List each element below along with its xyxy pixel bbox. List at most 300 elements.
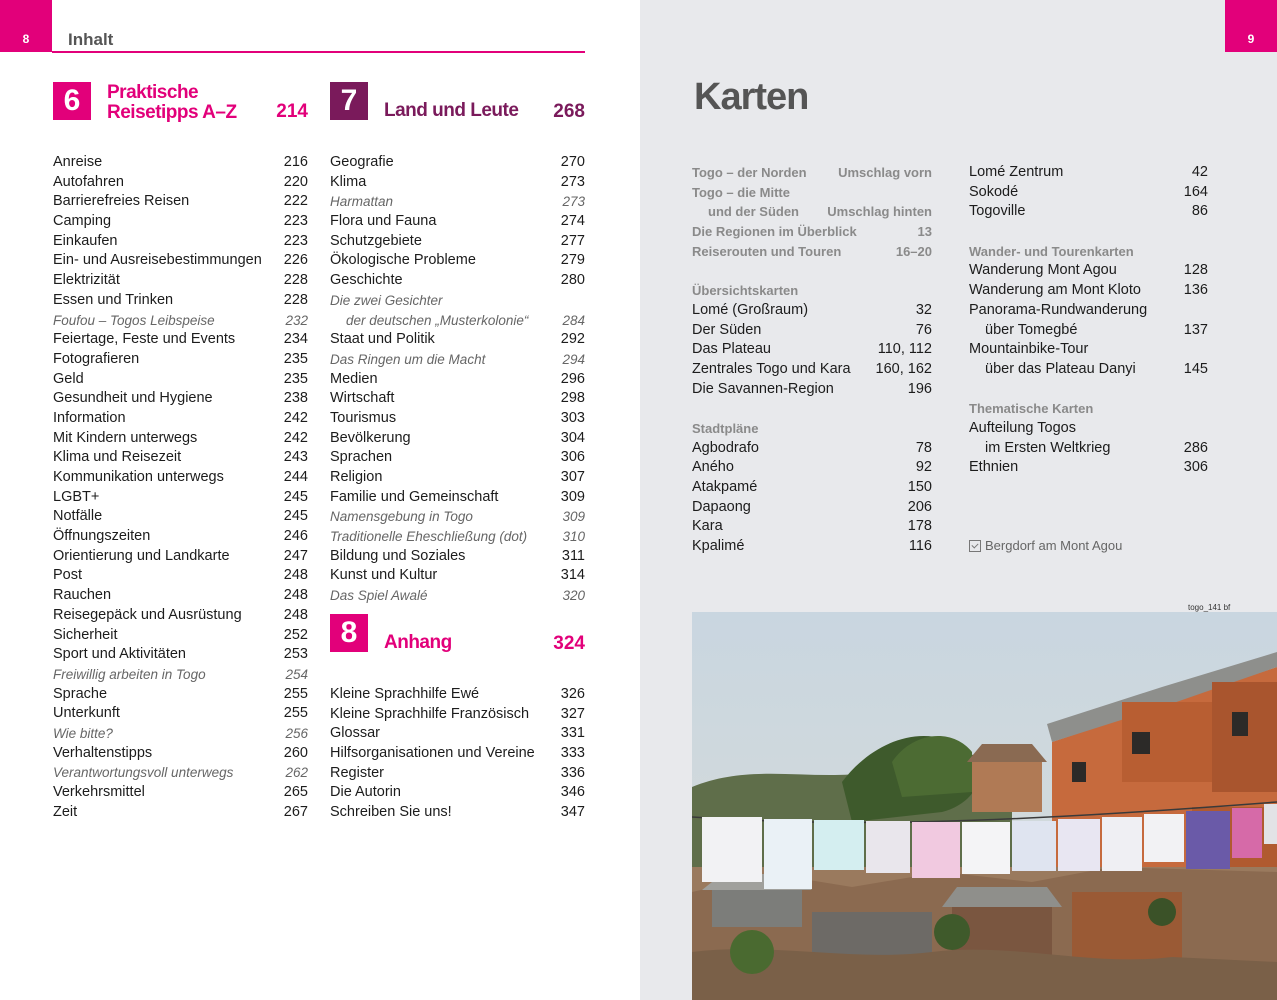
toc-entry[interactable] <box>330 783 585 803</box>
map-entry-page: 137 <box>1183 321 1208 338</box>
toc-entry-label: Wie bitte? <box>53 725 113 741</box>
toc-entry-label: Sprachen <box>330 449 393 466</box>
section-number-box: 6 <box>53 82 91 120</box>
toc-entry-page: 347 <box>560 804 585 821</box>
toc-entry[interactable] <box>330 744 585 764</box>
toc-entry-label: Notfälle <box>53 508 103 525</box>
page-header-title: Inhalt <box>68 30 114 49</box>
toc-entry[interactable] <box>53 527 308 547</box>
toc-section-8 <box>330 614 585 823</box>
toc-entry-label: Barrierefreies Reisen <box>53 193 190 210</box>
toc-entry-page: 248 <box>283 567 308 584</box>
toc-entry[interactable] <box>330 566 585 586</box>
map-entry[interactable] <box>692 183 932 203</box>
village-photo <box>692 612 1277 1000</box>
spacer <box>692 399 932 419</box>
toc-entry-label: Medien <box>330 370 378 387</box>
toc-entry[interactable] <box>330 330 585 350</box>
toc-entry-page: 242 <box>283 409 308 426</box>
toc-entry-label: Verantwortungsvoll unterwegs <box>53 765 234 781</box>
toc-entry[interactable] <box>330 448 585 468</box>
map-entry-label: Lomé Zentrum <box>969 164 1064 180</box>
toc-entry-page: 252 <box>283 626 308 643</box>
toc-entry-label: Bildung und Soziales <box>330 547 466 564</box>
toc-entry[interactable] <box>53 704 308 724</box>
toc-entry[interactable] <box>53 271 308 291</box>
page-number-tab-right <box>1225 0 1277 52</box>
map-entry[interactable] <box>692 498 932 518</box>
toc-entry-list <box>330 685 585 823</box>
toc-entry[interactable] <box>53 626 308 646</box>
toc-entry-label: Mit Kindern unterwegs <box>53 429 198 446</box>
map-entry-label: Übersichtskarten <box>692 283 799 299</box>
map-entry-label: Mountainbike-Tour <box>969 341 1089 358</box>
toc-entry-page: 260 <box>283 744 308 761</box>
section-header <box>330 82 585 153</box>
toc-entry[interactable] <box>330 291 585 311</box>
toc-entry-page: 327 <box>560 705 585 722</box>
map-entry[interactable] <box>969 458 1208 478</box>
map-group-heading <box>969 242 1208 262</box>
section-title-line1: Praktische <box>107 82 199 103</box>
map-entry-page: 16–20 <box>895 243 932 259</box>
toc-entry-label: Tourismus <box>330 409 397 426</box>
toc-entry[interactable] <box>53 448 308 468</box>
map-entry-page: 150 <box>907 479 932 495</box>
toc-entry[interactable] <box>53 803 308 823</box>
toc-entry-label: Camping <box>53 213 112 230</box>
toc-entry-label: Flora und Fauna <box>330 213 437 230</box>
toc-entry[interactable] <box>53 763 308 783</box>
toc-entry-list <box>53 153 308 822</box>
toc-entry[interactable] <box>330 311 585 331</box>
toc-entry[interactable] <box>53 389 308 409</box>
toc-entry[interactable] <box>53 232 308 252</box>
map-entry[interactable] <box>692 163 932 183</box>
toc-entry[interactable] <box>330 764 585 784</box>
toc-entry[interactable] <box>53 429 308 449</box>
toc-entry[interactable] <box>330 547 585 567</box>
section-header <box>53 82 308 153</box>
toc-entry[interactable] <box>330 803 585 823</box>
toc-entry-label: Information <box>53 409 126 426</box>
map-entry-label: Togoville <box>969 203 1026 220</box>
map-entry-page: Umschlag vorn <box>838 165 932 180</box>
map-entry-label: über das Plateau Danyi <box>985 360 1136 377</box>
toc-entry-label: Familie und Gemeinschaft <box>330 488 499 505</box>
toc-entry[interactable] <box>53 488 308 508</box>
map-entry-page: Umschlag hinten <box>827 204 932 220</box>
section-page: 214 <box>276 101 308 122</box>
toc-entry[interactable] <box>330 212 585 232</box>
toc-entry[interactable] <box>330 409 585 429</box>
toc-entry-label: Feiertage, Feste und Events <box>53 331 236 348</box>
toc-entry[interactable] <box>330 370 585 390</box>
map-entry[interactable] <box>969 202 1208 222</box>
toc-entry-page: 298 <box>560 390 585 407</box>
toc-entry-page: 294 <box>562 351 585 367</box>
toc-entry[interactable] <box>330 586 585 606</box>
map-entry-page: 110, 112 <box>877 341 932 358</box>
toc-entry[interactable] <box>330 724 585 744</box>
toc-entry[interactable] <box>53 350 308 370</box>
map-entry-label: Aného <box>692 459 734 476</box>
map-entry-label: im Ersten Weltkrieg <box>985 439 1111 456</box>
toc-entry[interactable] <box>53 586 308 606</box>
toc-entry-label: Hilfsorganisationen und Vereine <box>330 745 535 762</box>
section-title-line2: Reisetipps A–Z <box>107 102 237 123</box>
map-entry[interactable] <box>969 163 1208 183</box>
toc-entry[interactable] <box>330 251 585 271</box>
map-entry[interactable] <box>969 301 1208 321</box>
map-entry[interactable] <box>692 458 932 478</box>
section-title[interactable]: Anhang <box>384 632 452 653</box>
toc-entry-page: 304 <box>560 429 585 446</box>
toc-entry-label: Harmattan <box>330 194 394 210</box>
toc-entry-page: 336 <box>560 764 585 781</box>
map-entry-page: 32 <box>915 301 932 318</box>
section-number-box: 8 <box>330 614 368 652</box>
toc-entry[interactable] <box>53 311 308 331</box>
toc-entry-page: 235 <box>283 370 308 387</box>
toc-entry-page: 274 <box>560 213 585 230</box>
section-page: 268 <box>553 101 585 122</box>
toc-entry-page: 255 <box>283 705 308 722</box>
map-entry-page: 86 <box>1191 203 1208 220</box>
toc-entry[interactable] <box>330 271 585 291</box>
page-number-right: 9 <box>1247 32 1255 46</box>
map-entry-page: 206 <box>907 498 932 515</box>
toc-entry-label: Kommunikation unterwegs <box>53 469 224 485</box>
toc-entry-page: 262 <box>285 765 308 781</box>
toc-entry-page: 243 <box>283 449 308 466</box>
toc-entry-page: 306 <box>560 449 585 466</box>
toc-entry[interactable] <box>330 173 585 193</box>
toc-entry-page: 223 <box>283 232 308 249</box>
map-entry[interactable] <box>969 360 1208 380</box>
toc-entry-label: Foufou – Togos Leibspeise <box>53 312 215 328</box>
map-entry-label: über Tomegbé <box>985 321 1078 338</box>
toc-entry-page: 253 <box>283 646 308 663</box>
toc-entry-label: Verhaltenstipps <box>53 744 153 761</box>
map-entry-page: 164 <box>1183 183 1208 200</box>
toc-entry-page: 223 <box>283 213 308 230</box>
toc-entry-page: 238 <box>283 390 308 407</box>
map-entry[interactable] <box>969 183 1208 203</box>
map-entry[interactable] <box>692 202 932 222</box>
toc-entry-page: 255 <box>283 685 308 702</box>
toc-entry[interactable] <box>330 232 585 252</box>
map-entry-label: Aufteilung Togos <box>969 419 1076 436</box>
map-entry[interactable] <box>969 261 1208 281</box>
toc-entry-page: 284 <box>562 312 585 328</box>
toc-entry-label: Gesundheit und Hygiene <box>53 390 213 407</box>
map-entry-page: 128 <box>1183 262 1208 279</box>
toc-entry[interactable] <box>53 468 308 488</box>
toc-entry-label: Schutzgebiete <box>330 232 422 249</box>
toc-entry-label: Ein- und Ausreisebestimmungen <box>53 252 262 269</box>
toc-entry-label: Sprache <box>53 685 108 702</box>
map-entry-page: 13 <box>917 224 932 240</box>
spacer <box>969 380 1208 400</box>
map-entry-page: 136 <box>1183 282 1208 299</box>
map-group-heading <box>692 281 932 301</box>
toc-entry-page: 310 <box>562 529 585 545</box>
toc-entry-list <box>330 153 585 606</box>
toc-entry-page: 346 <box>560 784 585 801</box>
toc-section-6 <box>53 82 308 822</box>
toc-entry[interactable] <box>330 507 585 527</box>
toc-entry-label: Rauchen <box>53 587 112 604</box>
map-entry[interactable] <box>692 222 932 242</box>
toc-entry-page: 256 <box>285 725 308 741</box>
map-entry[interactable] <box>969 281 1208 301</box>
toc-entry-label: Elektrizität <box>53 272 120 289</box>
toc-entry[interactable] <box>53 547 308 567</box>
photo-caption-text: Bergdorf am Mont Agou <box>985 538 1123 553</box>
toc-entry[interactable] <box>53 173 308 193</box>
toc-entry-page: 244 <box>283 469 308 485</box>
toc-entry[interactable] <box>53 251 308 271</box>
toc-entry[interactable] <box>53 409 308 429</box>
toc-entry-page: 331 <box>560 725 585 742</box>
map-entry-label: Reiserouten und Touren <box>692 243 842 259</box>
toc-entry-label: Sport und Aktivitäten <box>53 646 186 663</box>
toc-entry[interactable] <box>330 685 585 705</box>
toc-entry-label: Geografie <box>330 154 394 170</box>
toc-entry-page: 216 <box>283 154 308 170</box>
toc-entry-label: Schreiben Sie uns! <box>330 804 452 821</box>
map-entry-label: Die Regionen im Überblick <box>692 224 857 240</box>
toc-entry[interactable] <box>330 153 585 173</box>
toc-entry-page: 226 <box>283 252 308 269</box>
toc-entry-label: Essen und Trinken <box>53 291 174 308</box>
toc-entry[interactable] <box>330 488 585 508</box>
toc-entry-page: 247 <box>283 547 308 564</box>
toc-entry[interactable] <box>53 744 308 764</box>
toc-entry-label: Das Ringen um die Macht <box>330 351 486 367</box>
map-entry[interactable] <box>969 321 1208 341</box>
toc-entry[interactable] <box>53 665 308 685</box>
map-entry-label: Lomé (Großraum) <box>692 301 809 318</box>
map-entry-label: Ethnien <box>969 459 1019 476</box>
map-entry-page: 145 <box>1183 360 1208 377</box>
toc-entry-label: Kunst und Kultur <box>330 567 438 584</box>
toc-entry[interactable] <box>330 192 585 212</box>
toc-entry-page: 280 <box>560 272 585 289</box>
map-entry-label: Thematische Karten <box>969 401 1094 417</box>
map-entry[interactable] <box>692 321 932 341</box>
map-entry[interactable] <box>692 340 932 360</box>
map-entry-page: 306 <box>1183 459 1208 476</box>
map-entry-label: Stadtpläne <box>692 420 759 436</box>
spacer <box>969 222 1208 242</box>
toc-entry-label: Geschichte <box>330 272 403 289</box>
toc-entry[interactable] <box>53 212 308 232</box>
maps-list-col1 <box>692 163 932 557</box>
toc-entry-label: Die zwei Gesichter <box>330 292 443 308</box>
toc-entry-page: 333 <box>560 745 585 762</box>
maps-list-col2 <box>969 163 1208 478</box>
section-number-box: 7 <box>330 82 368 120</box>
map-entry[interactable] <box>969 340 1208 360</box>
toc-entry-label: Freiwillig arbeiten in Togo <box>53 666 206 682</box>
map-entry-label: Dapaong <box>692 498 751 515</box>
photo-caption-icon <box>969 540 981 552</box>
map-entry-page: 160, 162 <box>875 360 932 377</box>
toc-entry-page: 248 <box>283 587 308 604</box>
toc-entry-page: 246 <box>283 528 308 545</box>
map-entry-label: Panorama-Rundwanderung <box>969 301 1148 318</box>
section-header <box>330 614 585 685</box>
toc-entry-label: Glossar <box>330 725 380 742</box>
toc-entry-label: Kleine Sprachhilfe Französisch <box>330 705 530 722</box>
toc-entry[interactable] <box>53 606 308 626</box>
toc-entry-label: Einkaufen <box>53 232 118 249</box>
toc-entry-label: Anreise <box>53 154 103 170</box>
toc-entry-label: Verkehrsmittel <box>53 784 145 800</box>
toc-entry-page: 311 <box>561 547 585 564</box>
toc-entry-label: Post <box>53 567 83 584</box>
map-entry-page: 76 <box>915 321 932 338</box>
toc-entry[interactable] <box>330 468 585 488</box>
map-entry-label: Kara <box>692 518 723 535</box>
toc-entry-page: 235 <box>283 350 308 367</box>
toc-entry-page: 303 <box>560 409 585 426</box>
map-group-heading <box>692 419 932 439</box>
toc-entry[interactable] <box>330 527 585 547</box>
map-entry[interactable] <box>969 439 1208 459</box>
toc-entry-page: 296 <box>560 370 585 387</box>
map-entry[interactable] <box>692 517 932 537</box>
map-entry-label: Wanderung Mont Agou <box>969 262 1117 279</box>
map-entry[interactable] <box>692 360 932 380</box>
toc-entry[interactable] <box>53 566 308 586</box>
toc-entry-page: 254 <box>285 666 308 682</box>
toc-entry[interactable] <box>53 507 308 527</box>
toc-entry-page: 279 <box>560 252 585 269</box>
toc-entry-label: Autofahren <box>53 173 124 190</box>
toc-entry[interactable] <box>53 153 308 173</box>
toc-entry-label: Kleine Sprachhilfe Ewé <box>330 686 480 702</box>
toc-entry-label: Klima und Reisezeit <box>53 449 182 466</box>
toc-entry[interactable] <box>330 705 585 725</box>
map-entry-label: Das Plateau <box>692 341 771 358</box>
toc-entry-label: der deutschen „Musterkolonie“ <box>346 312 529 328</box>
toc-entry-page: 314 <box>560 567 585 584</box>
map-entry-label: Wander- und Tourenkarten <box>969 243 1134 259</box>
toc-entry-label: Fotografieren <box>53 350 140 367</box>
map-entry-label: Togo – die Mitte <box>692 184 790 200</box>
toc-entry[interactable] <box>330 350 585 370</box>
map-entry-label: Sokodé <box>969 183 1019 200</box>
map-entry[interactable] <box>692 380 932 400</box>
spacer <box>692 261 932 281</box>
toc-entry-page: 307 <box>560 469 585 485</box>
toc-entry-label: Die Autorin <box>330 784 401 801</box>
page-number-left: 8 <box>22 32 30 46</box>
toc-entry[interactable] <box>53 370 308 390</box>
toc-entry[interactable] <box>53 783 308 803</box>
toc-entry[interactable] <box>330 389 585 409</box>
section-title[interactable]: Land und Leute <box>384 100 519 121</box>
map-entry-page: 178 <box>907 518 932 535</box>
toc-entry-page: 265 <box>283 784 308 800</box>
toc-entry-page: 232 <box>285 312 308 328</box>
toc-entry[interactable] <box>53 724 308 744</box>
toc-entry-label: Sicherheit <box>53 626 118 643</box>
map-entry-label: Der Süden <box>692 321 762 338</box>
toc-entry-label: Klima <box>330 173 367 190</box>
toc-entry-label: Orientierung und Landkarte <box>53 547 230 564</box>
toc-entry-label: Reisegepäck und Ausrüstung <box>53 606 242 623</box>
toc-entry-label: Traditionelle Eheschließung (dot) <box>330 529 528 545</box>
toc-entry-label: Zeit <box>53 803 78 820</box>
toc-entry-page: 309 <box>560 488 585 505</box>
toc-entry[interactable] <box>53 330 308 350</box>
map-entry[interactable] <box>692 439 932 459</box>
map-entry[interactable] <box>969 419 1208 439</box>
toc-entry-page: 270 <box>560 154 585 170</box>
toc-entry-label: Wirtschaft <box>330 390 395 407</box>
toc-entry-page: 309 <box>562 509 585 525</box>
map-entry-label: Agbodrafo <box>692 439 759 456</box>
toc-entry-page: 292 <box>560 331 585 348</box>
toc-entry[interactable] <box>53 192 308 212</box>
toc-entry-label: Ökologische Probleme <box>330 252 476 269</box>
toc-entry-label: Öffnungszeiten <box>53 528 151 545</box>
toc-entry[interactable] <box>330 429 585 449</box>
toc-entry-page: 234 <box>283 331 308 348</box>
map-entry-label: Zentrales Togo und Kara <box>692 360 851 377</box>
map-entry[interactable] <box>692 242 932 262</box>
map-entry-label: Atakpamé <box>692 479 758 495</box>
map-entry-page: 116 <box>908 538 932 555</box>
toc-entry-page: 245 <box>283 508 308 525</box>
maps-title: Karten <box>694 76 809 118</box>
toc-section-7 <box>330 82 585 606</box>
toc-entry-label: Das Spiel Awalé <box>330 588 428 604</box>
toc-entry-page: 273 <box>562 194 585 210</box>
toc-entry-page: 220 <box>283 173 308 190</box>
toc-entry-label: Staat und Politik <box>330 331 435 348</box>
section-title[interactable] <box>107 83 237 123</box>
map-entry[interactable] <box>692 537 932 557</box>
toc-entry-page: 273 <box>560 173 585 190</box>
toc-entry-label: Namensgebung in Togo <box>330 509 473 525</box>
map-entry[interactable] <box>692 478 932 498</box>
page-number-tab-left <box>0 0 52 52</box>
toc-entry-page: 222 <box>283 193 308 210</box>
toc-entry[interactable] <box>53 645 308 665</box>
toc-entry-page: 326 <box>560 686 585 702</box>
section-page: 324 <box>553 633 585 654</box>
header-rule <box>52 51 585 53</box>
toc-entry-page: 228 <box>283 272 308 289</box>
map-entry-label: Kpalimé <box>692 538 745 555</box>
toc-entry[interactable] <box>53 685 308 705</box>
toc-entry-label: Geld <box>53 370 84 387</box>
toc-entry-label: Religion <box>330 469 383 485</box>
toc-entry-label: Bevölkerung <box>330 429 411 446</box>
toc-entry[interactable] <box>53 291 308 311</box>
map-entry[interactable] <box>692 301 932 321</box>
toc-entry-page: 267 <box>283 803 308 820</box>
map-entry-page: 78 <box>915 439 932 456</box>
toc-entry-page: 242 <box>283 429 308 446</box>
map-group-heading <box>969 399 1208 419</box>
toc-entry-page: 245 <box>283 488 308 505</box>
